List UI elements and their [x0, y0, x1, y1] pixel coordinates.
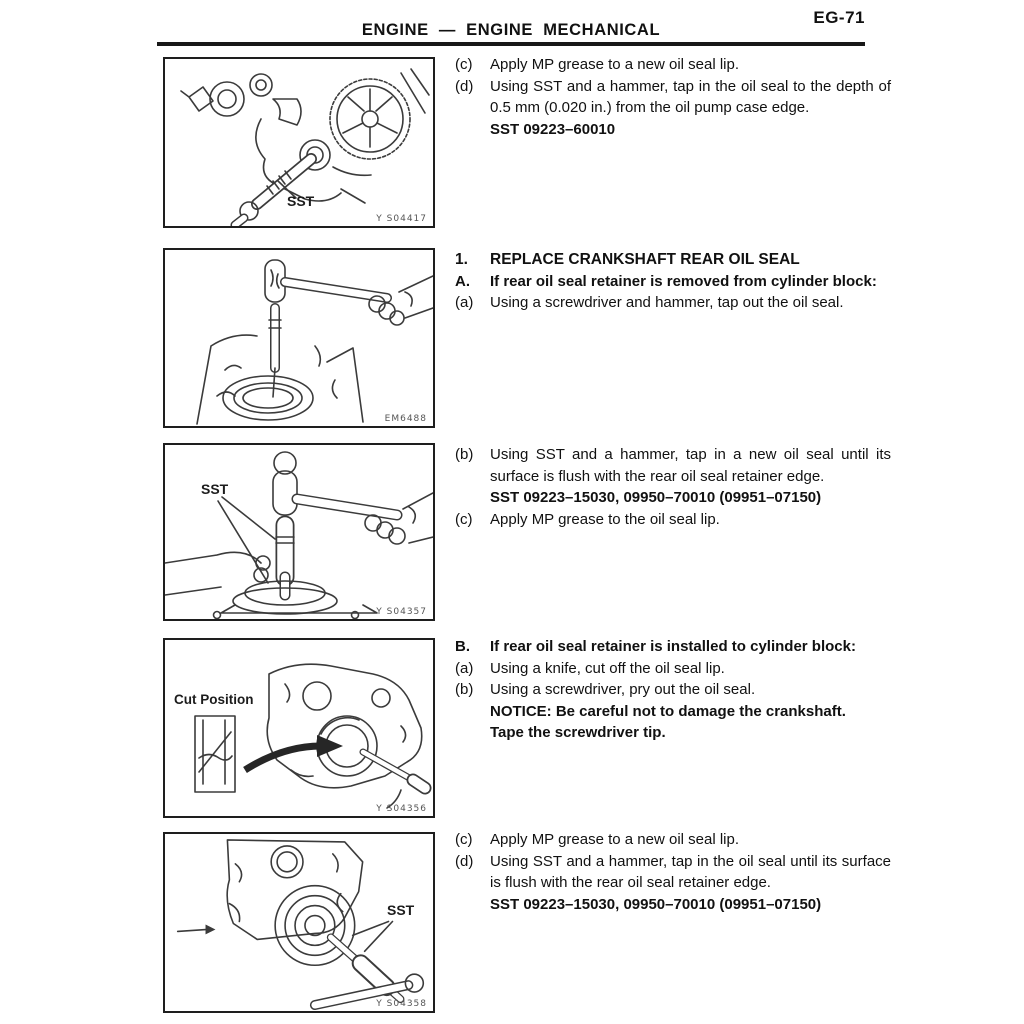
cut-position-callout: Cut Position	[174, 692, 254, 707]
figure-oil-pump-seal	[163, 57, 435, 228]
case-a-heading	[455, 271, 891, 293]
step-marker: (b)	[455, 446, 474, 463]
step-marker: (c)	[455, 56, 473, 73]
hammer	[265, 260, 387, 302]
step-marker: (d)	[455, 77, 474, 95]
instructions-replace-rear-seal	[455, 249, 891, 314]
sst-part-number: SST 09223–15030, 09950–70010 (09951–07150)	[490, 895, 822, 913]
figure-cut-position	[163, 638, 435, 818]
step-marker: (a)	[455, 659, 474, 677]
instructions-install-seal-removed	[455, 444, 891, 530]
sst-callout: SST	[387, 902, 415, 918]
figure-code: Y S04356	[376, 804, 427, 814]
hammer	[273, 452, 397, 515]
sst-tool	[235, 159, 311, 225]
sst-callout: SST	[201, 481, 229, 497]
seal-retainer	[214, 581, 378, 619]
step-text-body: Using SST and a hammer, tap in the oil seal to the depth of 0.5 mm (0.020 in.) from the oil pump case edge.	[490, 77, 891, 116]
step-text-body: Using SST and a hammer, tap in the oil seal until its surface is flush with the rear oil seal retainer edge.	[490, 852, 891, 891]
figure-tap-out-seal	[163, 248, 435, 428]
step-marker: (a)	[455, 294, 474, 311]
step-c	[455, 54, 891, 76]
step-text	[490, 444, 891, 509]
case-b-heading	[455, 636, 891, 658]
step-b	[455, 679, 891, 744]
instructions-seal-installed	[455, 636, 891, 744]
heading-number: 1.	[455, 251, 468, 268]
callout-leaders	[353, 922, 393, 952]
step-text: Apply MP grease to the oil seal lip.	[490, 510, 720, 528]
notice-text: Tape the screwdriver tip.	[490, 724, 666, 741]
step-text-body: Using SST and a hammer, tap in a new oil seal until its surface is flush with the rear oil seal retainer edge.	[490, 446, 891, 485]
step-text	[490, 851, 891, 916]
step-text: Apply MP grease to a new oil seal lip.	[490, 831, 740, 848]
notice-text: NOTICE: Be careful not to damage the crankshaft.	[490, 702, 846, 720]
cam-gear	[330, 69, 429, 159]
step-d	[455, 851, 891, 916]
step-a	[455, 292, 891, 314]
step-marker: (d)	[455, 852, 474, 870]
cut-inset	[195, 716, 235, 792]
oil-seal	[275, 886, 355, 966]
tap-out-illustration	[165, 250, 433, 426]
figure-code: Y S04358	[376, 999, 427, 1009]
hand-left	[165, 552, 270, 595]
step-text: Apply MP grease to a new oil seal lip.	[490, 56, 740, 73]
header-rule	[157, 42, 865, 46]
figure-code: EM6488	[384, 414, 427, 424]
instructions-install-seal-installed	[455, 829, 891, 915]
instructions-oil-pump-seal	[455, 54, 891, 140]
step-marker: (c)	[455, 831, 473, 848]
step-text: If rear oil seal retainer is installed to cylinder block:	[490, 638, 856, 655]
oil-seal-bore	[223, 376, 313, 420]
step-marker: (b)	[455, 681, 474, 698]
step-text: Using a screwdriver and hammer, tap out the oil seal.	[490, 294, 844, 311]
figure-sst-drive-seal	[163, 443, 435, 621]
pulleys	[181, 74, 301, 125]
sst-callout: SST	[287, 193, 315, 209]
step-marker: (c)	[455, 510, 473, 528]
figure-code: Y S04417	[376, 214, 427, 224]
step-text	[490, 76, 891, 141]
heading-text: REPLACE CRANKSHAFT REAR OIL SEAL	[490, 251, 800, 268]
sst-part-number: SST 09223–15030, 09950–70010 (09951–07150)	[490, 489, 822, 506]
step-d	[455, 76, 891, 141]
pointer-arrow-left	[178, 924, 216, 934]
step-text	[490, 679, 891, 744]
sst-hammer-illustration	[165, 445, 433, 619]
step-marker: A.	[455, 272, 470, 290]
figure-code: Y S04357	[376, 607, 427, 617]
step-text-body: Using a screwdriver, pry out the oil seal.	[490, 681, 756, 698]
section-heading	[455, 249, 891, 271]
step-b	[455, 444, 891, 509]
rear-seal-illustration	[165, 834, 433, 1011]
pointer-arrow	[245, 735, 343, 770]
step-text: If rear oil seal retainer is removed from cylinder block:	[490, 272, 877, 290]
cut-position-illustration	[165, 640, 433, 816]
sst-driver	[276, 525, 294, 595]
step-text: Using a knife, cut off the oil seal lip.	[490, 659, 725, 677]
page-number: EG-71	[813, 8, 865, 27]
step-c	[455, 829, 891, 851]
figure-rear-seal-sst	[163, 832, 435, 1013]
page-title: ENGINE — ENGINE MECHANICAL	[361, 21, 661, 39]
sst-part-number: SST 09223–60010	[490, 120, 616, 138]
step-c	[455, 509, 891, 531]
step-a	[455, 658, 891, 680]
step-marker: B.	[455, 638, 470, 655]
